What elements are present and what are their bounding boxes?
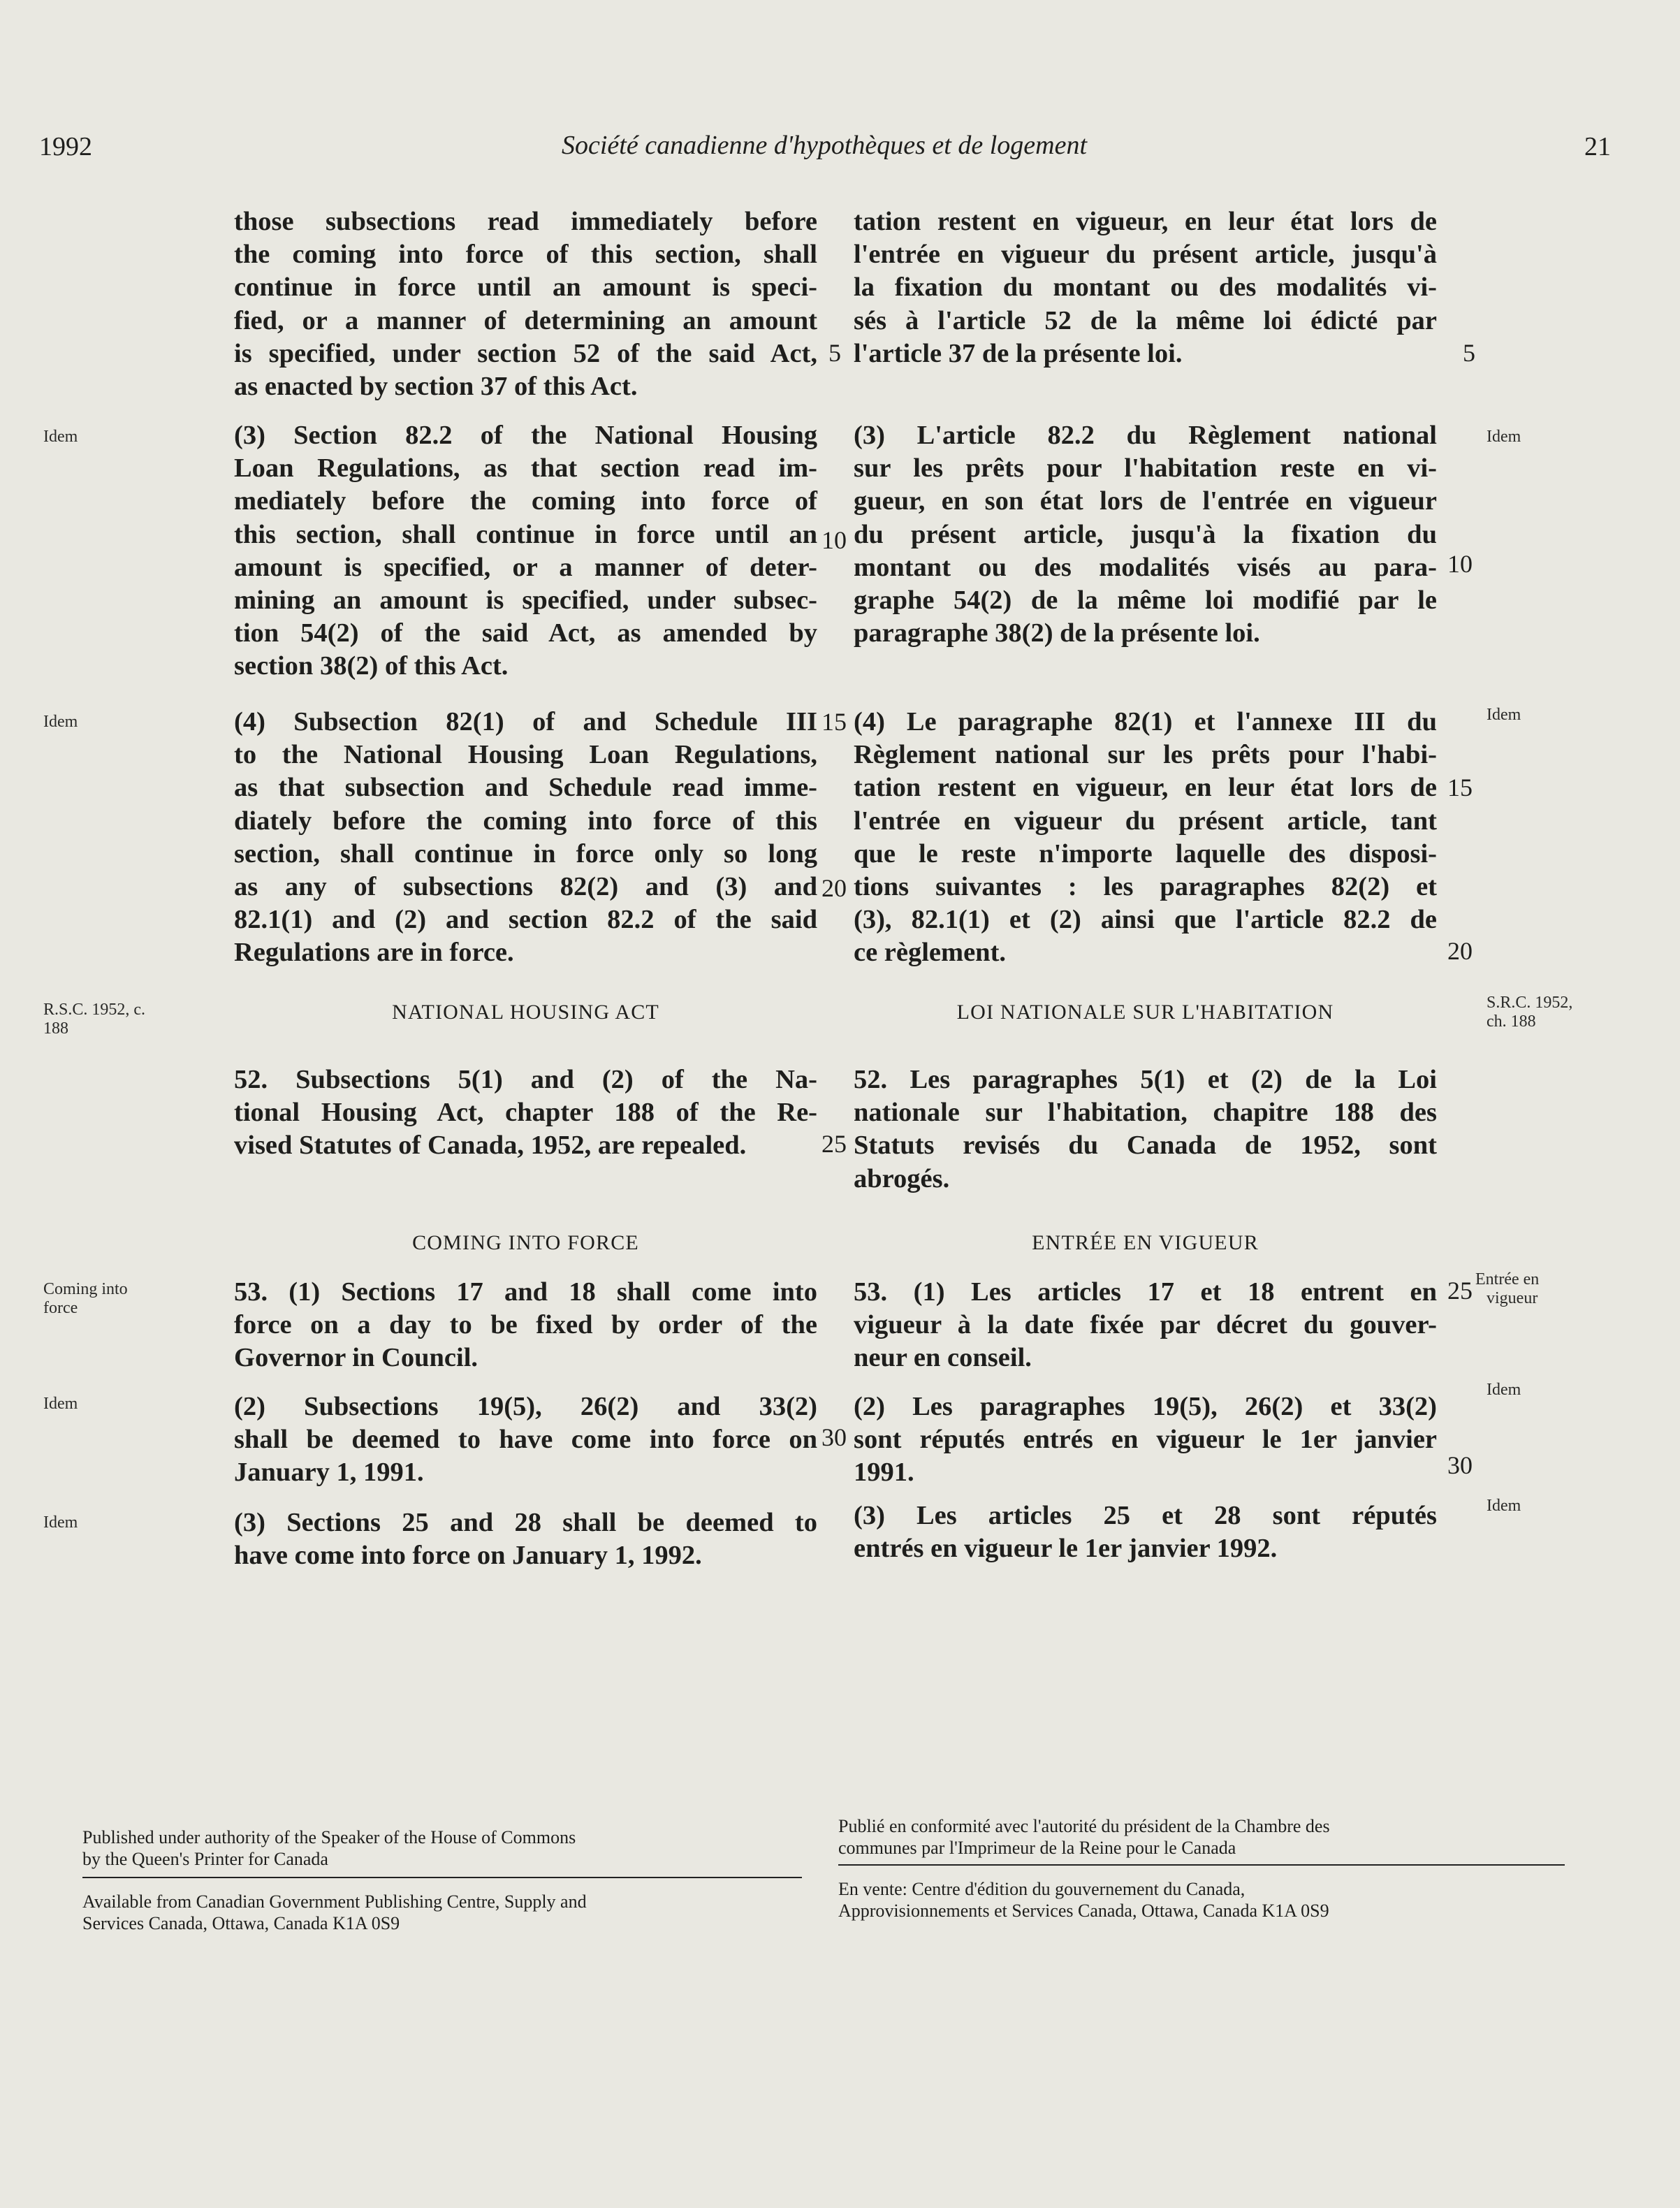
en-paragraph-4: (4) Subsection 82(1) of and Schedule III to the National Housing Loan Regulations, as that subsection and Schedule read imme- diately before the coming into force of this section, shall continue in force only so long as any of subsections 82(2) and (3) and 82.1(1) and (2) and section 82.2 of the said Regulations are in force. <box>234 707 817 968</box>
fr-section-53-2: (2) Les paragraphes 19(5), 26(2) et 33(2) sont réputés entrés en vigueur le 1er janvier 1991. <box>854 1392 1437 1488</box>
line-number: 30 <box>1447 1451 1473 1479</box>
fr-heading-entree-en-vigueur: ENTRÉE EN VIGUEUR <box>1032 1231 1259 1254</box>
line-number: 25 <box>1447 1277 1473 1305</box>
page-number: 21 <box>1584 132 1611 161</box>
margin-note-rsc: R.S.C. 1952, c. 188 <box>43 1001 146 1038</box>
line-number: 10 <box>1447 550 1473 578</box>
line-number: 5 <box>1463 339 1475 367</box>
footer-publication-en: Published under authority of the Speaker of the House of Commons by the Queen's Printer for Canada <box>82 1827 576 1869</box>
footer-rule-fr <box>838 1864 1565 1866</box>
en-section-53-3: (3) Sections 25 and 28 shall be deemed to have come into force on January 1, 1992. <box>234 1508 817 1571</box>
running-title: Société canadienne d'hypothèques et de logement <box>561 131 1088 160</box>
line-number: 10 <box>821 526 847 554</box>
footer-rule-en <box>82 1877 802 1878</box>
fr-section-53-3: (3) Les articles 25 et 28 sont réputés entrés en vigueur le 1er janvier 1992. <box>854 1501 1437 1564</box>
margin-note-src: S.R.C. 1952, ch. 188 <box>1487 994 1573 1031</box>
margin-note-idem: Idem <box>1487 1497 1521 1515</box>
en-section-53-1: 53. (1) Sections 17 and 18 shall come into force on a day to be fixed by order of the Governor in Council. <box>234 1277 817 1373</box>
footer-availability-en: Available from Canadian Government Publishing Centre, Supply and Services Canada, Ottawa, Canada K1A 0S9 <box>82 1891 587 1933</box>
margin-note-idem: Idem <box>1487 1381 1521 1399</box>
margin-note-coming-into-force: Coming into force <box>43 1280 128 1317</box>
fr-section-53-1: 53. (1) Les articles 17 et 18 entrent en vigueur à la date fixée par décret du gouver- neur en conseil. <box>854 1277 1437 1373</box>
line-number: 25 <box>821 1130 847 1158</box>
en-section-52: 52. Subsections 5(1) and (2) of the Na- tional Housing Act, chapter 188 of the Re- vised Statutes of Canada, 1952, are repealed. <box>234 1065 817 1161</box>
line-number: 20 <box>1447 937 1473 965</box>
margin-note-idem: Idem <box>1487 706 1521 724</box>
en-section-53-2: (2) Subsections 19(5), 26(2) and 33(2) shall be deemed to have come into force on January 1, 1991. <box>234 1392 817 1488</box>
margin-note-entree-en-vigueur: Entrée en vigueur <box>1475 1270 1540 1307</box>
en-heading-national-housing-act: NATIONAL HOUSING ACT <box>392 1001 659 1024</box>
en-heading-coming-into-force: COMING INTO FORCE <box>412 1231 639 1254</box>
header-year: 1992 <box>39 132 92 161</box>
en-paragraph-3: (3) Section 82.2 of the National Housing Loan Regulations, as that section read im- mediately before the coming into force of this section, shall continue in force until an amount is specified, or a manner of deter- mining an amount is specified, under subsec- tion 54(2) of the said Act, as amended by section 38(2) of this Act. <box>234 421 817 681</box>
line-number: 15 <box>1447 773 1473 801</box>
line-number: 15 <box>821 708 847 736</box>
en-paragraph-continued: those subsections read immediately before the coming into force of this section, shall continue in force until an amount is speci- fied, or a manner of determining an amount is specified, under section 52 of the said Act, as enacted by section 37 of this Act. <box>234 207 817 402</box>
margin-note-idem: Idem <box>43 428 78 446</box>
line-number: 30 <box>821 1423 847 1451</box>
footer-availability-fr: En vente: Centre d'édition du gouvernement du Canada, Approvisionnements et Services Canada, Ottawa, Canada K1A 0S9 <box>838 1879 1329 1921</box>
margin-note-idem: Idem <box>43 1395 78 1413</box>
margin-note-idem: Idem <box>43 713 78 731</box>
fr-paragraph-3: (3) L'article 82.2 du Règlement national sur les prêts pour l'habitation reste en vi- gueur, en son état lors de l'entrée en vigueur du présent article, jusqu'à la fixation du montant ou des modalités visés au para- graphe 54(2) de la même loi modifié par le paragraphe 38(2) de la présente loi. <box>854 421 1437 648</box>
margin-note-idem: Idem <box>1487 428 1521 446</box>
margin-note-idem: Idem <box>43 1513 78 1532</box>
line-number: 20 <box>821 874 847 902</box>
footer-publication-fr: Publié en conformité avec l'autorité du président de la Chambre des communes par l'Imprimeur de la Reine pour le Canada <box>838 1816 1330 1858</box>
fr-section-52: 52. Les paragraphes 5(1) et (2) de la Loi nationale sur l'habitation, chapitre 188 des Statuts revisés du Canada de 1952, sont abrogés. <box>854 1065 1437 1193</box>
line-number: 5 <box>828 339 841 367</box>
fr-paragraph-4: (4) Le paragraphe 82(1) et l'annexe III du Règlement national sur les prêts pour l'habi- tation restent en vigueur, en leur état lors de l'entrée en vigueur du présent article, tant que le reste n'importe laquelle des disposi- tions suivantes : les paragraphes 82(2) et (3), 82.1(1) et (2) ainsi que l'article 82.2 de ce règlement. <box>854 707 1437 968</box>
fr-paragraph-continued: tation restent en vigueur, en leur état lors de l'entrée en vigueur du présent article, jusqu'à la fixation du montant ou des modalités vi- sés à l'article 52 de la même loi édicté par l'article 37 de la présente loi. <box>854 207 1437 368</box>
fr-heading-loi-nationale: LOI NATIONALE SUR L'HABITATION <box>956 1001 1334 1024</box>
